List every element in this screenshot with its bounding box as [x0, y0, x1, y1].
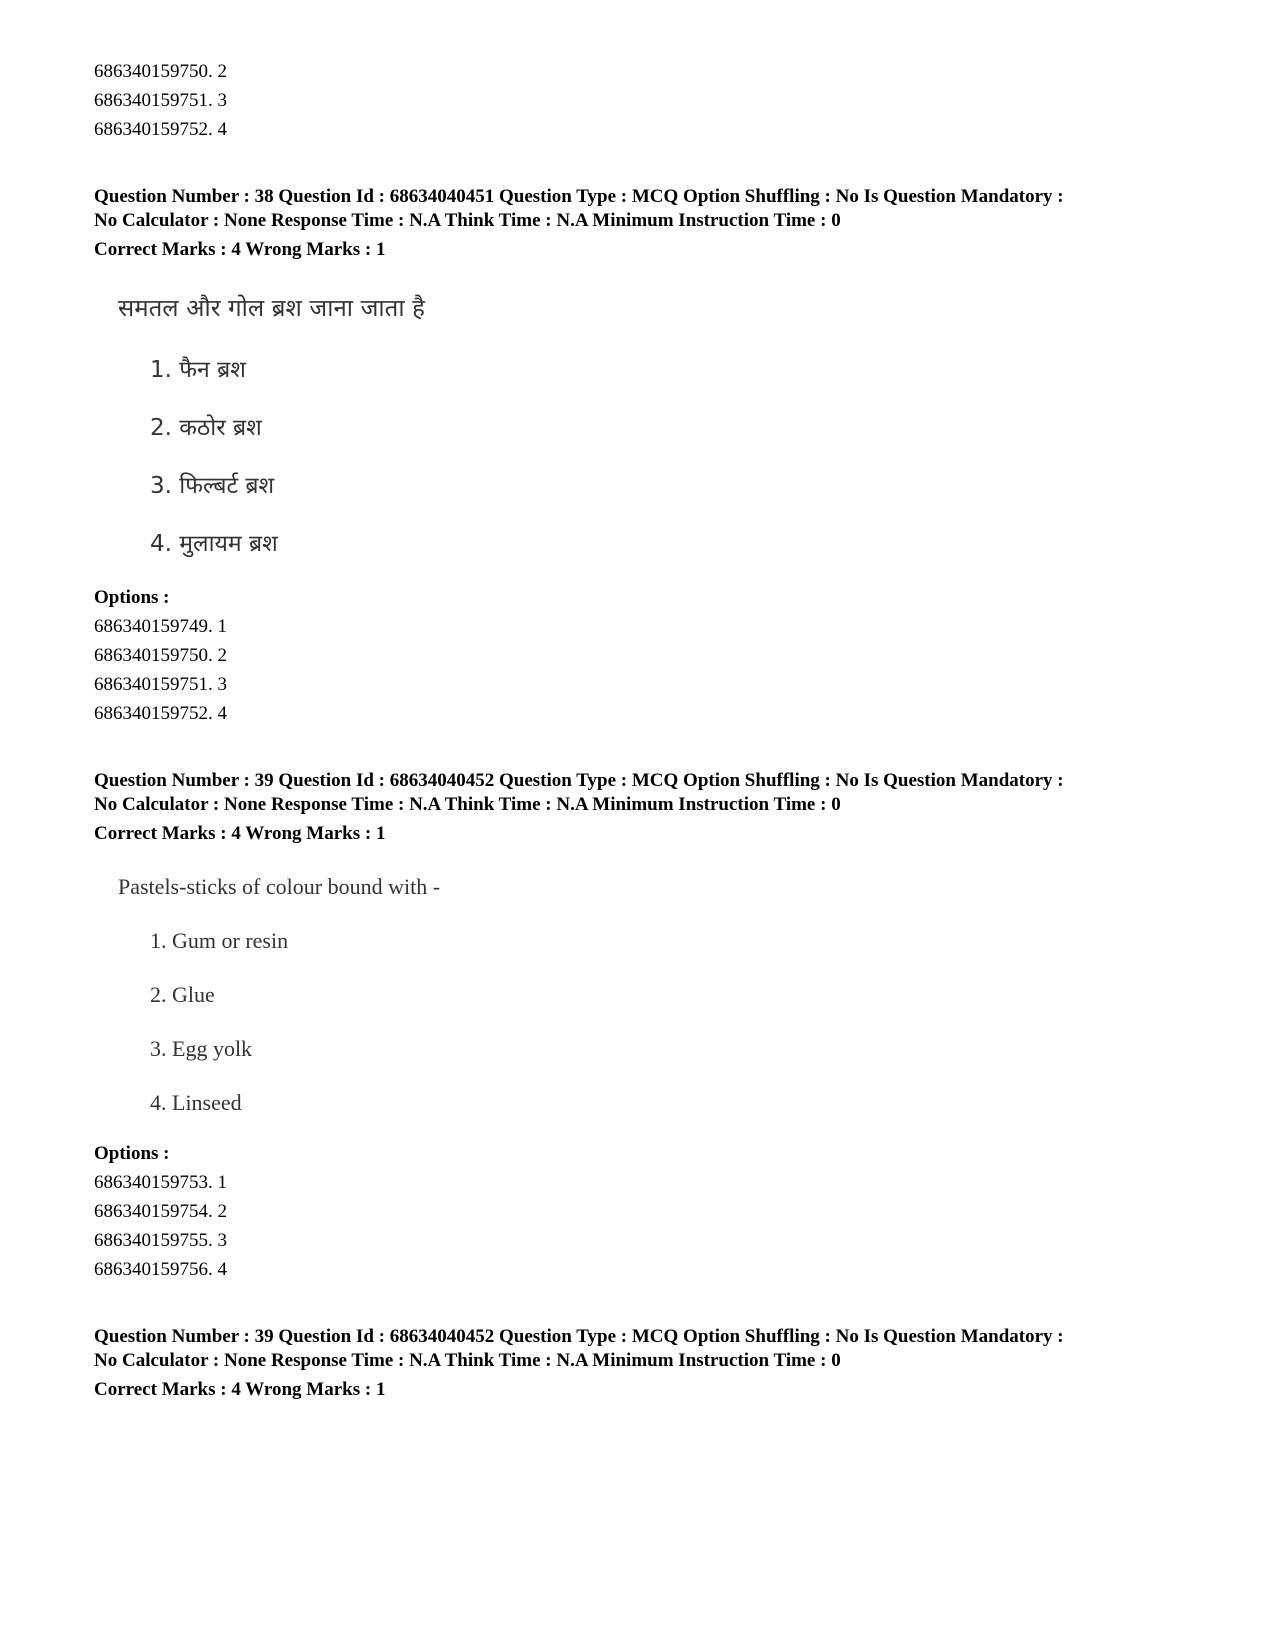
option-line: 686340159755. 3 — [94, 1230, 227, 1251]
option-line: 686340159753. 1 — [94, 1172, 227, 1193]
question-header: Question Number : 38 Question Id : 68634040451 Question Type : MCQ Option Shuffling : No Is Question Mandatory : — [94, 186, 1064, 207]
choice-item: 2. कठोर ब्रश — [150, 415, 262, 441]
question-text: Pastels-sticks of colour bound with - — [118, 874, 441, 899]
question-header: No Calculator : None Response Time : N.A Think Time : N.A Minimum Instruction Time : 0 — [94, 1350, 841, 1371]
question-header: No Calculator : None Response Time : N.A Think Time : N.A Minimum Instruction Time : 0 — [94, 794, 841, 815]
choice-item: 3. Egg yolk — [150, 1036, 253, 1061]
marks-line: Correct Marks : 4 Wrong Marks : 1 — [94, 239, 386, 260]
option-line: 686340159750. 2 — [94, 645, 227, 666]
marks-line: Correct Marks : 4 Wrong Marks : 1 — [94, 823, 386, 844]
question-header: Question Number : 39 Question Id : 68634040452 Question Type : MCQ Option Shuffling : No Is Question Mandatory : — [94, 770, 1064, 791]
choice-item: 4. Linseed — [150, 1090, 242, 1115]
choice-item: 2. Glue — [150, 982, 215, 1007]
choice-item: 1. Gum or resin — [150, 928, 289, 953]
option-line: 686340159751. 3 — [94, 90, 227, 111]
options-label: Options : — [94, 1143, 170, 1164]
question-header: No Calculator : None Response Time : N.A Think Time : N.A Minimum Instruction Time : 0 — [94, 210, 841, 231]
option-line: 686340159751. 3 — [94, 674, 227, 695]
option-line: 686340159752. 4 — [94, 703, 227, 724]
choice-item: 1. फैन ब्रश — [150, 357, 246, 383]
option-line: 686340159752. 4 — [94, 119, 227, 140]
option-line: 686340159756. 4 — [94, 1259, 227, 1280]
options-label: Options : — [94, 587, 170, 608]
choice-item: 3. फिल्बर्ट ब्रश — [150, 473, 275, 499]
marks-line: Correct Marks : 4 Wrong Marks : 1 — [94, 1379, 386, 1400]
option-line: 686340159754. 2 — [94, 1201, 227, 1222]
option-line: 686340159749. 1 — [94, 616, 227, 637]
option-line: 686340159750. 2 — [94, 61, 227, 82]
question-header: Question Number : 39 Question Id : 68634040452 Question Type : MCQ Option Shuffling : No Is Question Mandatory : — [94, 1326, 1064, 1347]
choice-item: 4. मुलायम ब्रश — [150, 531, 278, 557]
question-text: समतल और गोल ब्रश जाना जाता है — [118, 294, 425, 322]
